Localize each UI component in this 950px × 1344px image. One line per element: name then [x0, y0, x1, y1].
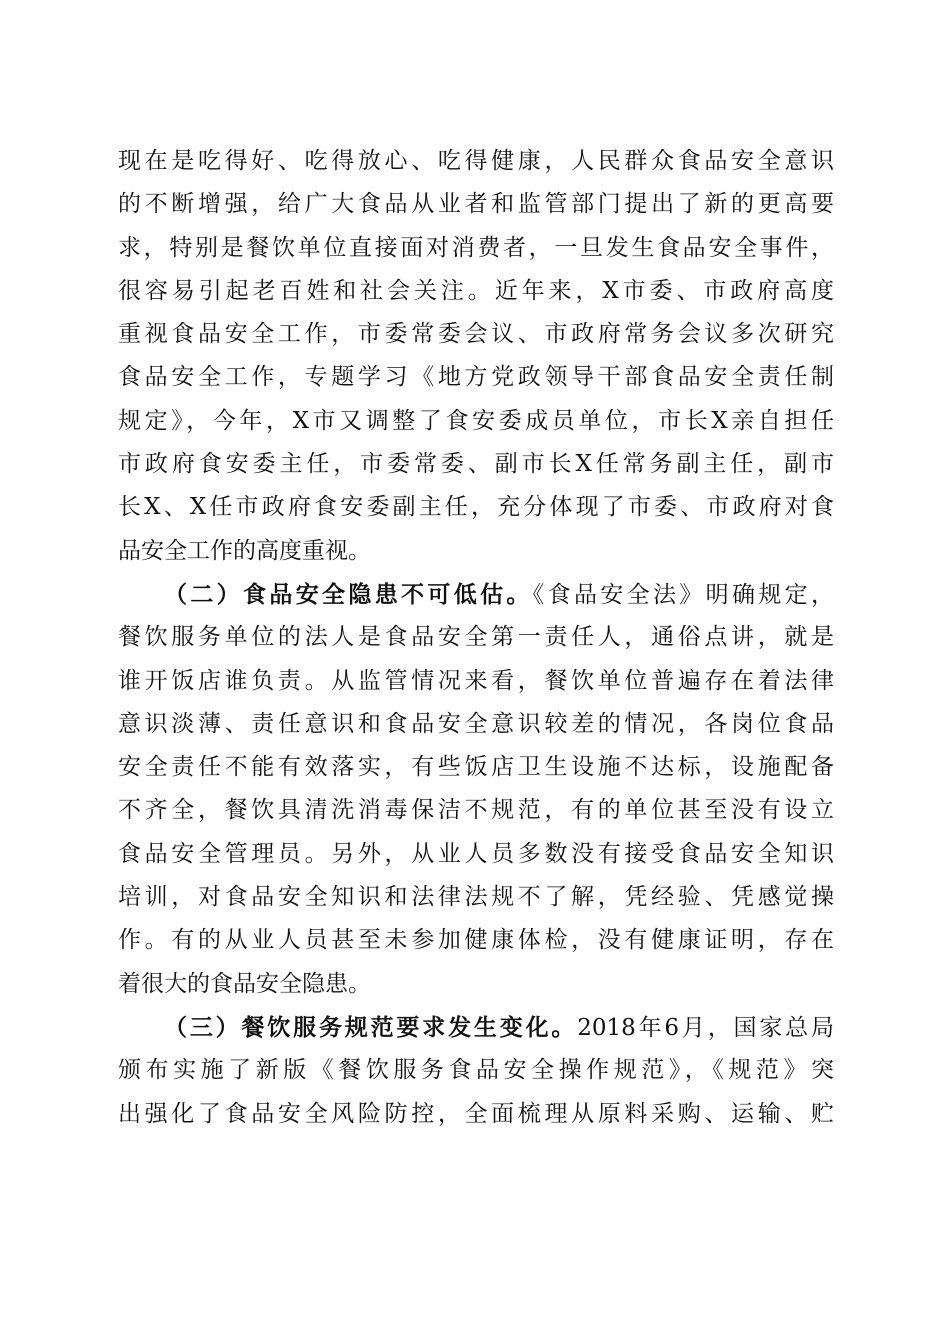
text-line: 现在是吃得好、吃得放心、吃得健康，人民群众食品安全意识 [118, 148, 834, 174]
text-line: 的不断增强，给广大食品从业者和监管部门提出了新的更高要 [118, 191, 834, 218]
document-page [118, 140, 834, 1136]
text-line: 食品安全工作，专题学习《地方党政领导干部食品安全责任制 [118, 364, 834, 391]
text-line: 安全责任不能有效落实，有些饭店卫生设施不达标，设施配备 [118, 754, 834, 781]
text-line: 意识淡薄、责任意识和食品安全意识较差的情况，各岗位食品 [118, 710, 834, 737]
section-heading: （三）餐饮服务规范要求发生变化。 [164, 1013, 578, 1041]
paragraph-2 [118, 573, 834, 1006]
text-line: 规定》，今年，X市又调整了食安委成员单位，市长X亲自担任 [118, 407, 834, 434]
text-line: 市政府食安委主任，市委常委、副市长X任常务副主任，副市 [118, 451, 834, 478]
paragraph-1 [118, 140, 834, 573]
text-line: 品安全工作的高度重视。 [118, 537, 371, 564]
paragraph-3 [118, 1006, 834, 1136]
text-line: 食品安全管理员。另外，从业人员多数没有接受食品安全知识 [118, 840, 834, 867]
text-line: 很容易引起老百姓和社会关注。近年来，X市委、市政府高度 [118, 277, 834, 304]
text-line: 着很大的食品安全隐患。 [118, 970, 371, 997]
text-line: 重视食品安全工作，市委常委会议、市政府常务会议多次研究 [118, 321, 834, 348]
paragraph-first-line [118, 573, 834, 616]
text-line: 培训，对食品安全知识和法律法规不了解，凭经验、凭感觉操 [118, 884, 834, 911]
text-line: 颁布实施了新版《餐饮服务食品安全操作规范》，《规范》突 [118, 1057, 834, 1084]
text-span: 《食品安全法》明确规定， [532, 581, 834, 608]
text-line: 作。有的从业人员甚至未参加健康体检，没有健康证明，存在 [118, 927, 834, 954]
text-line: 长X、X任市政府食安委副主任，充分体现了市委、市政府对食 [118, 494, 834, 521]
section-heading: （二）食品安全隐患不可低估。 [164, 580, 533, 608]
text-line: 不齐全，餐饮具清洗消毒保洁不规范，有的单位甚至没有设立 [118, 797, 834, 824]
text-line: 谁开饭店谁负责。从监管情况来看，餐饮单位普遍存在着法律 [118, 667, 834, 694]
text-line: 求，特别是餐饮单位直接面对消费者，一旦发生食品安全事件， [118, 234, 834, 261]
text-line: 出强化了食品安全风险防控，全面梳理从原料采购、运输、贮 [118, 1100, 834, 1127]
paragraph-first-line [118, 1006, 834, 1049]
text-line: 餐饮服务单位的法人是食品安全第一责任人，通俗点讲，就是 [118, 624, 834, 651]
text-span: 2018年6月，国家总局 [577, 1014, 834, 1041]
